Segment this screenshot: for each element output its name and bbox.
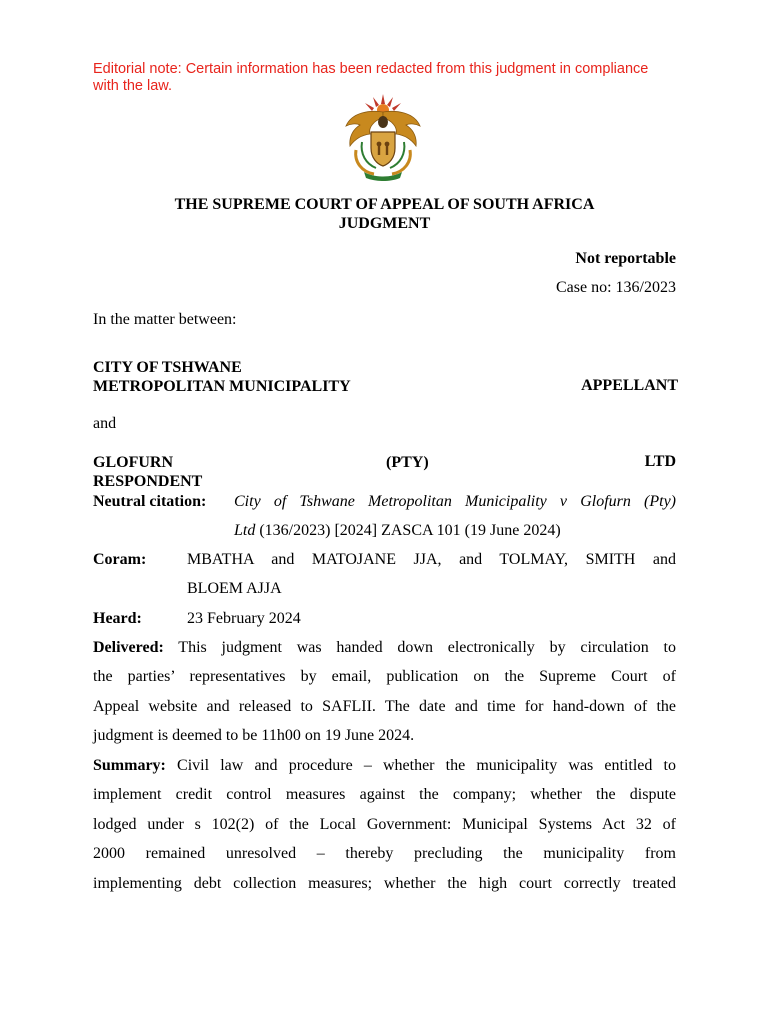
delivered-line2: the parties’ representatives by email, publication on the Supreme Court of [93,668,676,686]
neutral-citation-line2-italic: Ltd [234,522,256,540]
respondent-role: RESPONDENT [93,473,203,490]
summary [93,751,676,901]
coram-line2: BLOEM AJJA [187,580,282,598]
coat-of-arms-emblem [340,92,426,182]
heard-date: 23 February 2024 [187,610,301,627]
summary-line5: implementing debt collection measures; whether the high court correctly treated [93,874,676,892]
neutral-citation-line1: City of Tshwane Metropolitan Municipality v Glofurn (Pty) [234,493,676,510]
shield [371,132,395,166]
delivered-label: Delivered: [93,639,164,656]
coram [93,545,676,605]
neutral-citation [93,487,676,547]
editorial-note: Editorial note: Certain information has been redacted from this judgment in compliance with the law. [93,61,649,94]
conjunction: and [93,415,117,432]
respondent-name-part1: GLOFURN [93,454,173,471]
coram-line1: MBATHA and MATOJANE JJA, and TOLMAY, SMITH and [187,551,676,568]
neutral-citation-label: Neutral citation: [93,493,207,510]
heard [93,604,676,634]
summary-text-1: Civil law and procedure – whether the municipality was entitled to [177,757,677,774]
heard-label: Heard: [93,610,142,627]
appellant-name-line1: CITY OF TSHWANE [93,359,242,376]
summary-label: Summary: [93,757,166,774]
summary-line4: 2000 remained unresolved – thereby precluding the municipality from [93,845,676,863]
delivered-line3: Appeal website and released to SAFLII. The date and time for hand-down of the [93,697,676,715]
respondent-name-part3: LTD [644,453,676,470]
delivered-text-1: This judgment was handed down electronically by circulation to [178,639,676,656]
court-title: THE SUPREME COURT OF APPEAL OF SOUTH AFRICA [174,196,595,213]
summary-line2: implement credit control measures against the company; whether the dispute [93,786,676,804]
summary-line3: lodged under s 102(2) of the Local Government: Municipal Systems Act 32 of [93,815,676,833]
reportability: Not reportable [575,250,676,267]
delivered [93,633,676,753]
neutral-citation-line2-rest: (136/2023) [2024] ZASCA 101 (19 June 2024) [255,522,561,540]
delivered-line4: judgment is deemed to be 11h00 on 19 June 2024. [93,727,415,745]
matter-intro: In the matter between: [93,311,237,328]
appellant-name-line2: METROPOLITAN MUNICIPALITY [93,378,351,395]
appellant-role: APPELLANT [581,377,678,394]
summary-line1 [93,751,676,780]
delivered-line1 [93,633,676,662]
bird-head [378,116,388,128]
case-number: Case no: 136/2023 [556,279,676,296]
coram-label: Coram: [93,551,147,568]
document-type: JUDGMENT [338,215,431,232]
neutral-citation-line2 [234,516,676,545]
respondent-name-part2: (PTY) [386,454,429,471]
